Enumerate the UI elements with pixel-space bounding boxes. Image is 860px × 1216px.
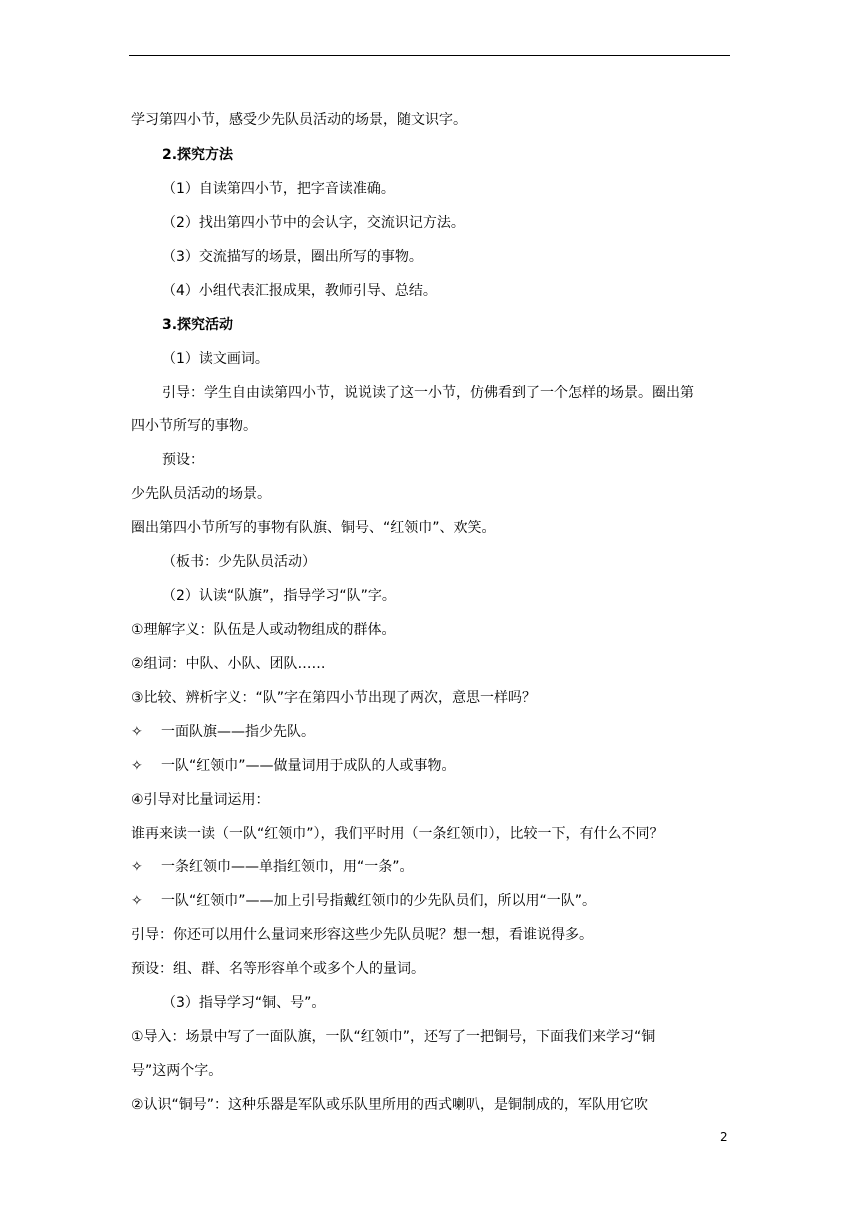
bullet-item xyxy=(131,891,596,911)
paragraph: 引导：你还可以用什么量词来形容这些少先队员呢？想一想，看谁说得多。 xyxy=(131,927,593,943)
paragraph: ③比较、辨析字义：“队”字在第四小节出现了两次，意思一样吗？ xyxy=(131,690,537,706)
paragraph: 号”这两个字。 xyxy=(131,1063,223,1079)
list-item: （1）自读第四小节，把字音读准确。 xyxy=(162,181,395,197)
bullet-text: 一队“红领巾”——加上引号指戴红领巾的少先队员们，所以用“一队”。 xyxy=(161,893,597,909)
section-heading: 2.探究方法 xyxy=(162,147,234,163)
bullet-text: 一条红领巾——单指红领巾，用“一条”。 xyxy=(161,859,414,875)
paragraph: ②认识“铜号”：这种乐器是军队或乐队里所用的西式喇叭，是铜制成的，军队用它吹 xyxy=(131,1097,649,1113)
paragraph: ②组词：中队、小队、团队…… xyxy=(131,656,326,672)
paragraph: ①理解字义：队伍是人或动物组成的群体。 xyxy=(131,622,396,638)
paragraph: （2）认读“队旗”，指导学习“队”字。 xyxy=(162,588,396,604)
list-item: （4）小组代表汇报成果，教师引导、总结。 xyxy=(162,283,437,299)
list-item: （3）交流描写的场景，圈出所写的事物。 xyxy=(162,249,423,265)
bullet-item xyxy=(131,722,315,742)
paragraph: 引导：学生自由读第四小节，说说读了这一小节，仿佛看到了一个怎样的场景。圈出第 xyxy=(162,385,694,401)
section-heading: 3.探究活动 xyxy=(162,317,234,333)
paragraph: （板书：少先队员活动） xyxy=(162,554,316,570)
paragraph: 学习第四小节，感受少先队员活动的场景，随文识字。 xyxy=(131,112,467,128)
paragraph: ①导入：场景中写了一面队旗，一队“红领巾”，还写了一把铜号，下面我们来学习“铜 xyxy=(131,1029,656,1045)
page-number: 2 xyxy=(720,1130,728,1144)
bullet-item xyxy=(131,857,414,877)
paragraph: 预设：组、群、名等形容单个或多个人的量词。 xyxy=(131,961,425,977)
paragraph: 圈出第四小节所写的事物有队旗、铜号、“红领巾”、欢笑。 xyxy=(131,520,496,536)
diamond-bullet-icon: ✧ xyxy=(131,724,143,740)
paragraph: 预设： xyxy=(162,452,204,468)
paragraph: （3）指导学习“铜、号”。 xyxy=(162,995,326,1011)
paragraph: 少先队员活动的场景。 xyxy=(131,486,271,502)
header-rule xyxy=(129,55,730,56)
list-item: （2）找出第四小节中的会认字，交流识记方法。 xyxy=(162,215,465,231)
bullet-text: 一面队旗——指少先队。 xyxy=(161,724,315,740)
bullet-item xyxy=(131,756,456,776)
bullet-text: 一队“红领巾”——做量词用于成队的人或事物。 xyxy=(161,758,456,774)
paragraph: ④引导对比量词运用： xyxy=(131,792,270,808)
diamond-bullet-icon: ✧ xyxy=(131,859,143,875)
paragraph: 谁再来读一读（一队“红领巾”），我们平时用（一条红领巾），比较一下，有什么不同？ xyxy=(131,826,664,842)
paragraph: （1）读文画词。 xyxy=(162,351,269,367)
paragraph: 四小节所写的事物。 xyxy=(131,418,257,434)
diamond-bullet-icon: ✧ xyxy=(131,893,143,909)
diamond-bullet-icon: ✧ xyxy=(131,758,143,774)
